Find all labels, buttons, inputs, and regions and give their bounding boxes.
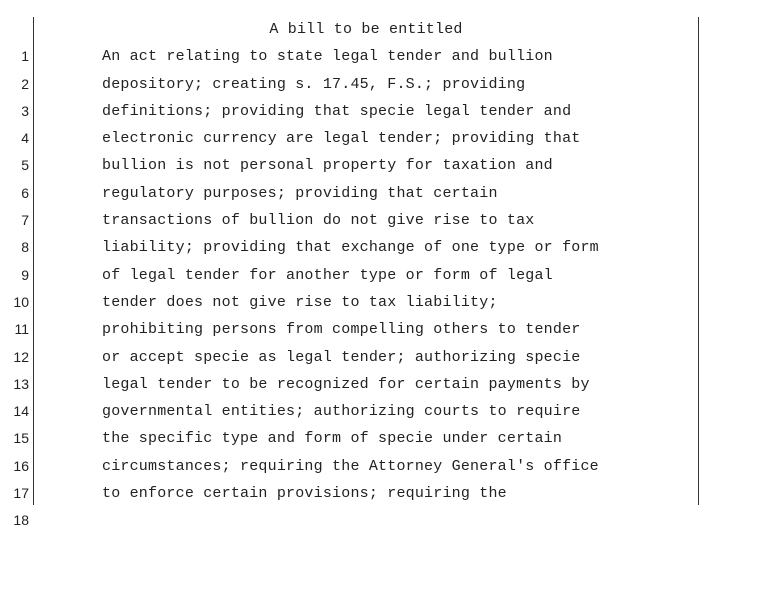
line-text: the specific type and form of specie under certain	[102, 430, 563, 448]
line-text: transactions of bullion do not give rise to tax	[102, 212, 535, 230]
line-number: 2	[21, 75, 29, 92]
line-text: regulatory purposes; providing that certain	[102, 184, 498, 202]
line-text: bullion is not personal property for taxation and	[102, 157, 553, 175]
line-text: definitions; providing that specie legal tender and	[102, 102, 572, 120]
line-text: tender does not give rise to tax liability;	[102, 293, 498, 311]
line-number: 11	[14, 321, 29, 338]
bill-title: A bill to be entitled	[269, 21, 463, 38]
line-number: 18	[13, 512, 29, 529]
line-number: 4	[21, 130, 29, 147]
line-number: 14	[13, 403, 29, 420]
line-number: 15	[13, 430, 29, 447]
line-number: 12	[13, 348, 29, 365]
line-text: legal tender to be recognized for certain payments by	[102, 375, 590, 393]
line-text: prohibiting persons from compelling others to tender	[102, 321, 581, 339]
line-number: 8	[21, 239, 29, 256]
line-number: 10	[13, 293, 29, 310]
line-text: circumstances; requiring the Attorney General's office	[102, 457, 599, 475]
line-number: 5	[21, 157, 29, 174]
line-number: 13	[13, 375, 29, 392]
line-text: or accept specie as legal tender; authorizing specie	[102, 348, 581, 366]
line-text: to enforce certain provisions; requiring the	[102, 485, 507, 503]
line-text: liability; providing that exchange of one type or form	[102, 239, 599, 257]
line-number: 7	[21, 212, 29, 229]
line-number: 16	[13, 457, 29, 474]
bill-text-lines	[0, 16, 768, 529]
line-text: of legal tender for another type or form of legal	[102, 266, 553, 284]
line-text: An act relating to state legal tender and bullion	[102, 48, 553, 66]
line-number: 6	[21, 184, 29, 201]
line-text: depository; creating s. 17.45, F.S.; providing	[102, 75, 526, 93]
line-text: governmental entities; authorizing courts to require	[102, 403, 581, 421]
line-number: 1	[21, 48, 29, 65]
line-number: 17	[13, 485, 29, 502]
bill-line	[0, 480, 768, 529]
line-text: electronic currency are legal tender; providing that	[102, 130, 581, 148]
line-number: 3	[21, 102, 29, 119]
line-number: 9	[21, 266, 29, 283]
